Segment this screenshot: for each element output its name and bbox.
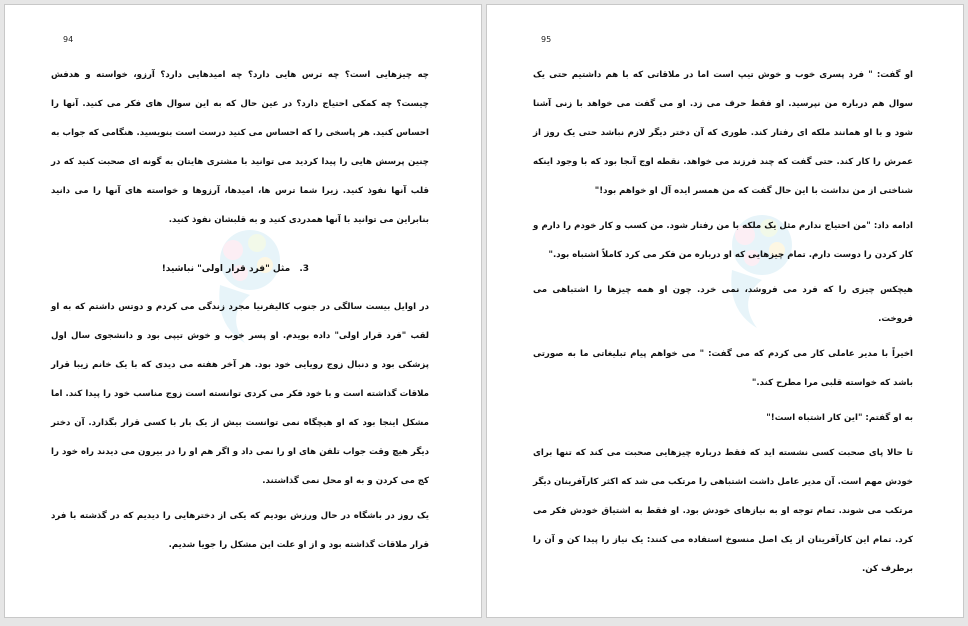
- paragraph: ادامه داد: "من احتیاج ندارم مثل یک ملکه با من رفتار شود. من کسب و کار خودم را دارم و کار کردن را دوست دارم. تمام چیزهایی که او درباره من فکر می کرد کاملاً اشتباه بود.": [533, 221, 913, 260]
- page-content: [533, 61, 913, 590]
- paragraph: به او گفتم: "این کار اشتباه است!": [766, 413, 913, 423]
- section-title: مثل "فرد قرار اولی" نباشید!: [161, 264, 291, 274]
- section-heading: [51, 259, 309, 279]
- page-content: [51, 61, 429, 566]
- page-number: 94: [63, 35, 74, 44]
- paragraph: او گفت: " فرد پسری خوب و خوش تیپ است اما در ملاقاتی که با هم داشتیم حتی یک سوال هم درباره من نپرسید. او فقط حرف می زد. او می گفت می خواهد با زنی آشنا شود و با او همانند ملکه ای رفتار کند. طوری که آن دختر دیگر لازم نباشد حتی یک روز از عمرش را کار کند. حتی گفت که چند فرزند می خواهد. نقطه اوج آنجا بود که با وجود اینکه شناختی از من نداشت با این حال گفت که من همسر ایده آل او خواهم بود!": [533, 70, 913, 196]
- page-94: [4, 4, 482, 618]
- section-number: 3.: [299, 264, 309, 274]
- page-95: [486, 4, 964, 618]
- paragraph: تا حالا پای صحبت کسی نشسته اید که فقط درباره چیزهایی صحبت می کند که تنها برای خودش مهم است. آن مدیر عامل داشت اشتباهی را مرتکب می شد که اکثر کارآفرینان دیگر مرتکب می شوند. تمام توجه او به نیازهای خودش بود. او فقط به اشتیاق خودش فکر می کرد. تمام این کارآفرینان از یک اصل منسوخ استفاده می کنند: یک نیاز را پیدا کن و آن را برطرف کن.: [533, 448, 913, 574]
- page-number: 95: [541, 35, 552, 44]
- paragraph: یک روز در باشگاه در حال ورزش بودیم که یکی از دخترهایی را دیدیم که در گذشته با فرد قرار ملاقات گذاشته بود و از او علت این مشکل را جویا شدیم.: [51, 511, 429, 550]
- paragraph: در اوایل بیست سالگی در جنوب کالیفرنیا مجرد زندگی می کردم و دوتس داشتم که به او لقب "فرد قرار اولی" داده بویدم. او پسر خوب و خوش تیپی بود و دانشجوی سال اول پزشکی بود و دنبال زوج رویایی خود بود. هر آخر هفته می دیدی که با یک خانم زیبا قرار ملاقات گذاشته است و با خود فکر می کردی توانسته است زوج مناسب خود را پیدا کند. اما مشکل اینجا بود که او هیچگاه نمی توانست بیش از یک بار با کسی قرار بگذارد. آن دختر دیگر هیچ وقت جواب تلفن های او را نمی داد و اگر هم او را در بیرون می دیدند راه خود را کج می کردن و به او محل نمی گذاشتند.: [51, 302, 429, 486]
- paragraph: اخیراً با مدیر عاملی کار می کردم که می گفت: " می خواهم پیام تبلیغاتی ما به صورتی باشد که خواسته قلبی مرا مطرح کند.": [533, 349, 913, 388]
- paragraph: چه چیزهایی است؟ چه ترس هایی دارد؟ چه امیدهایی دارد؟ آرزو، خواسته و هدفش چیست؟ چه کمکی احتیاج دارد؟ در عین حال که به این سوال های فکر می کنید. آنها را احساس کنید. هر پاسخی را که احساس می کنید درست است بنویسید. هنگامی که جواب به چنین پرسش هایی را پیدا کردید می توانید با مشتری هایتان به گونه ای صحبت کنید که در قلب آنها نفوذ کنید. زیرا شما ترس ها، امیدها، آرزوها و خواسته های آنها را می دانید بنابراین می توانید با آنها همدردی کنید و به قلبشان نفوذ کنید.: [51, 70, 429, 225]
- paragraph: هیچکس چیزی را که فرد می فروشد، نمی خرد. چون او همه چیزها را اشتباهی می فروخت.: [533, 285, 913, 324]
